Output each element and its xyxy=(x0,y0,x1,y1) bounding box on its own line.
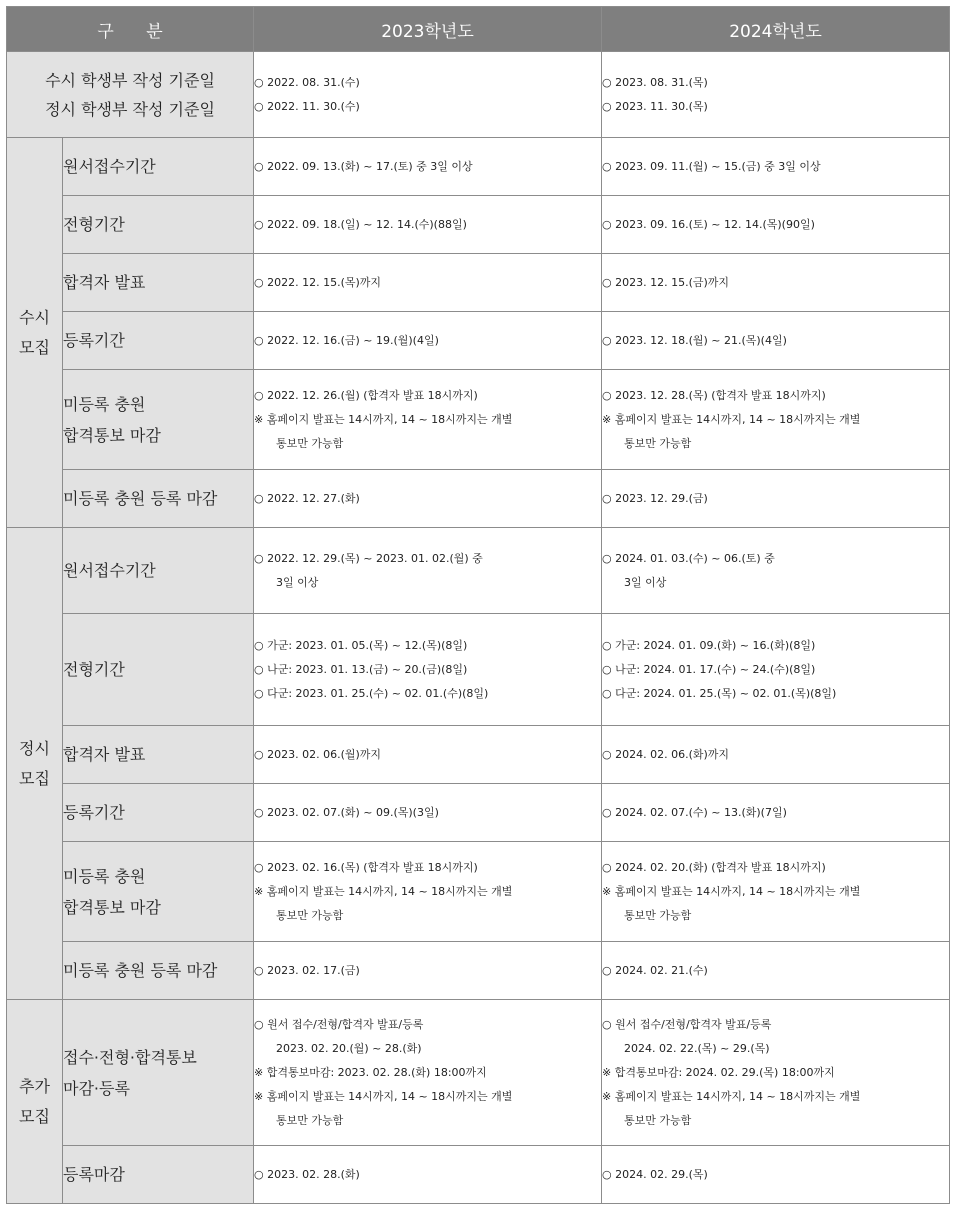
value-line: 통보만 가능함 xyxy=(276,1113,344,1127)
susi-row xyxy=(7,138,950,196)
value-y2024 xyxy=(602,784,950,842)
value-line: ※ 홈페이지 발표는 14시까지, 14 ~ 18시까지는 개별 xyxy=(602,1089,861,1103)
value-y2023 xyxy=(254,1000,602,1146)
value-line: ○ 2023. 11. 30.(목) xyxy=(602,99,708,113)
value-line: ○ 2023. 12. 15.(금)까지 xyxy=(602,275,730,289)
value-line: 통보만 가능함 xyxy=(624,436,692,450)
jeongsi-row xyxy=(7,726,950,784)
row-label xyxy=(63,784,254,842)
value-line: ○ 2024. 02. 29.(목) xyxy=(602,1167,708,1181)
value-y2023 xyxy=(254,370,602,470)
value-y2023 xyxy=(254,254,602,312)
value-line: ※ 홈페이지 발표는 14시까지, 14 ~ 18시까지는 개별 xyxy=(254,1089,513,1103)
row-label-line: 원서접수기간 xyxy=(63,561,156,580)
group-label-line: 모집 xyxy=(19,768,50,788)
row-label xyxy=(63,370,254,470)
value-line: ○ 2024. 02. 07.(수) ~ 13.(화)(7일) xyxy=(602,805,787,819)
row-label-line: 전형기간 xyxy=(63,660,125,679)
row-label xyxy=(63,726,254,784)
susi-row xyxy=(7,196,950,254)
admission-schedule-table xyxy=(6,6,950,1204)
value-y2023 xyxy=(254,784,602,842)
row-label-line: 미등록 충원 xyxy=(63,866,146,886)
row-label-line: 미등록 충원 등록 마감 xyxy=(63,961,218,980)
row-label xyxy=(63,842,254,942)
value-line: 통보만 가능함 xyxy=(276,908,344,922)
group-label-line: 수시 xyxy=(19,307,50,327)
value-line: ○ 2023. 02. 16.(목) (합격자 발표 18시까지) xyxy=(254,860,478,874)
jeongsi-group-label xyxy=(7,528,63,1000)
row-label xyxy=(63,528,254,614)
value-y2024 xyxy=(602,614,950,726)
row-label-line: 합격통보 마감 xyxy=(63,425,161,445)
row-label-line: 전형기간 xyxy=(63,215,125,234)
header-row xyxy=(7,7,950,52)
row-label-line: 합격자 발표 xyxy=(63,745,146,764)
row-label-line: 등록기간 xyxy=(63,331,125,350)
row-label-line: 미등록 충원 xyxy=(63,394,146,414)
jeongsi-row xyxy=(7,842,950,942)
value-line: 3일 이상 xyxy=(276,575,319,589)
value-y2023 xyxy=(254,842,602,942)
value-y2024 xyxy=(602,196,950,254)
value-y2024 xyxy=(602,842,950,942)
row-label xyxy=(63,254,254,312)
value-line: ○ 2022. 08. 31.(수) xyxy=(254,75,360,89)
value-y2023 xyxy=(254,470,602,528)
value-line: ○ 나군: 2024. 01. 17.(수) ~ 24.(수)(8일) xyxy=(602,662,816,676)
basis-2023 xyxy=(254,52,602,138)
group-label-line: 모집 xyxy=(19,337,50,357)
value-y2023 xyxy=(254,942,602,1000)
header-2024: 2024학년도 xyxy=(602,7,950,52)
value-y2023 xyxy=(254,614,602,726)
value-y2023 xyxy=(254,726,602,784)
susi-row xyxy=(7,254,950,312)
jeongsi-row xyxy=(7,942,950,1000)
row-label xyxy=(63,196,254,254)
value-line: 2024. 02. 22.(목) ~ 29.(목) xyxy=(624,1041,770,1055)
basis-2024 xyxy=(602,52,950,138)
value-line: 통보만 가능함 xyxy=(624,908,692,922)
value-line: 3일 이상 xyxy=(624,575,667,589)
value-y2023 xyxy=(254,138,602,196)
row-label-line: 미등록 충원 등록 마감 xyxy=(63,489,218,508)
value-line: ○ 2022. 12. 26.(월) (합격자 발표 18시까지) xyxy=(254,388,478,402)
value-y2024 xyxy=(602,312,950,370)
susi-row xyxy=(7,470,950,528)
value-y2024 xyxy=(602,138,950,196)
value-y2023 xyxy=(254,1146,602,1204)
value-line: 통보만 가능함 xyxy=(624,1113,692,1127)
basis-label xyxy=(7,52,254,138)
value-line: ※ 홈페이지 발표는 14시까지, 14 ~ 18시까지는 개별 xyxy=(254,412,513,426)
row-label-line: 등록마감 xyxy=(63,1165,125,1184)
value-line: 통보만 가능함 xyxy=(276,436,344,450)
value-line: ○ 2023. 02. 17.(금) xyxy=(254,963,360,977)
value-line: ※ 합격통보마감: 2024. 02. 29.(목) 18:00까지 xyxy=(602,1065,835,1079)
value-line: ○ 가군: 2024. 01. 09.(화) ~ 16.(화)(8일) xyxy=(602,638,816,652)
row-label xyxy=(63,312,254,370)
group-label-line: 정시 xyxy=(19,738,50,758)
value-y2024 xyxy=(602,1146,950,1204)
value-line: ※ 홈페이지 발표는 14시까지, 14 ~ 18시까지는 개별 xyxy=(602,412,861,426)
value-line: ○ 다군: 2023. 01. 25.(수) ~ 02. 01.(수)(8일) xyxy=(254,686,489,700)
value-line: ○ 2023. 02. 28.(화) xyxy=(254,1167,360,1181)
value-line: ○ 2022. 09. 13.(화) ~ 17.(토) 중 3일 이상 xyxy=(254,159,473,173)
chuga-group-label xyxy=(7,1000,63,1204)
value-line: ※ 홈페이지 발표는 14시까지, 14 ~ 18시까지는 개별 xyxy=(602,884,861,898)
value-line: ※ 홈페이지 발표는 14시까지, 14 ~ 18시까지는 개별 xyxy=(254,884,513,898)
value-line: ○ 2023. 12. 28.(목) (합격자 발표 18시까지) xyxy=(602,388,826,402)
value-line: ※ 합격통보마감: 2023. 02. 28.(화) 18:00까지 xyxy=(254,1065,487,1079)
row-label xyxy=(63,470,254,528)
susi-row xyxy=(7,370,950,470)
value-y2024 xyxy=(602,1000,950,1146)
value-line: ○ 2024. 02. 20.(화) (합격자 발표 18시까지) xyxy=(602,860,826,874)
row-label-line: 접수·전형·합격통보 xyxy=(63,1047,197,1067)
row-label xyxy=(63,138,254,196)
value-line: ○ 원서 접수/전형/합격자 발표/등록 xyxy=(254,1017,424,1031)
value-line: ○ 2023. 09. 16.(토) ~ 12. 14.(목)(90일) xyxy=(602,217,815,231)
chuga-row xyxy=(7,1000,950,1146)
susi-group-label xyxy=(7,138,63,528)
value-y2024 xyxy=(602,528,950,614)
value-line: ○ 2024. 02. 21.(수) xyxy=(602,963,708,977)
header-category: 구 분 xyxy=(7,7,254,52)
row-label xyxy=(63,1146,254,1204)
value-line: ○ 2023. 02. 07.(화) ~ 09.(목)(3일) xyxy=(254,805,439,819)
value-y2024 xyxy=(602,942,950,1000)
group-label-line: 모집 xyxy=(19,1106,50,1126)
row-label-line: 합격자 발표 xyxy=(63,273,146,292)
value-y2024 xyxy=(602,370,950,470)
value-line: ○ 나군: 2023. 01. 13.(금) ~ 20.(금)(8일) xyxy=(254,662,468,676)
basis-row xyxy=(7,52,950,138)
row-label-line: 원서접수기간 xyxy=(63,157,156,176)
chuga-row xyxy=(7,1146,950,1204)
header-2023: 2023학년도 xyxy=(254,7,602,52)
value-line: ○ 2022. 12. 16.(금) ~ 19.(월)(4일) xyxy=(254,333,439,347)
value-line: ○ 원서 접수/전형/합격자 발표/등록 xyxy=(602,1017,772,1031)
value-line: ○ 2022. 12. 15.(목)까지 xyxy=(254,275,382,289)
row-label xyxy=(63,1000,254,1146)
value-line: ○ 2022. 09. 18.(일) ~ 12. 14.(수)(88일) xyxy=(254,217,467,231)
value-y2024 xyxy=(602,254,950,312)
basis-label-line: 정시 학생부 작성 기준일 xyxy=(45,99,215,119)
value-line: ○ 2022. 12. 27.(화) xyxy=(254,491,360,505)
row-label-line: 마감·등록 xyxy=(63,1078,130,1098)
value-line: ○ 다군: 2024. 01. 25.(목) ~ 02. 01.(목)(8일) xyxy=(602,686,837,700)
value-line: 2023. 02. 20.(월) ~ 28.(화) xyxy=(276,1041,422,1055)
value-line: ○ 가군: 2023. 01. 05.(목) ~ 12.(목)(8일) xyxy=(254,638,468,652)
value-line: ○ 2023. 02. 06.(월)까지 xyxy=(254,747,382,761)
value-line: ○ 2023. 08. 31.(목) xyxy=(602,75,708,89)
jeongsi-row xyxy=(7,614,950,726)
value-line: ○ 2023. 12. 18.(월) ~ 21.(목)(4일) xyxy=(602,333,787,347)
susi-row xyxy=(7,312,950,370)
basis-label-line: 수시 학생부 작성 기준일 xyxy=(45,70,215,90)
group-label-line: 추가 xyxy=(19,1076,50,1096)
jeongsi-row xyxy=(7,528,950,614)
value-line: ○ 2023. 09. 11.(월) ~ 15.(금) 중 3일 이상 xyxy=(602,159,821,173)
value-y2023 xyxy=(254,196,602,254)
value-line: ○ 2022. 12. 29.(목) ~ 2023. 01. 02.(월) 중 xyxy=(254,551,483,565)
row-label-line: 합격통보 마감 xyxy=(63,897,161,917)
jeongsi-row xyxy=(7,784,950,842)
value-line: ○ 2024. 01. 03.(수) ~ 06.(토) 중 xyxy=(602,551,775,565)
row-label xyxy=(63,614,254,726)
value-line: ○ 2024. 02. 06.(화)까지 xyxy=(602,747,730,761)
value-y2023 xyxy=(254,312,602,370)
value-y2024 xyxy=(602,470,950,528)
value-line: ○ 2023. 12. 29.(금) xyxy=(602,491,708,505)
value-y2024 xyxy=(602,726,950,784)
row-label-line: 등록기간 xyxy=(63,803,125,822)
value-y2023 xyxy=(254,528,602,614)
value-line: ○ 2022. 11. 30.(수) xyxy=(254,99,360,113)
row-label xyxy=(63,942,254,1000)
